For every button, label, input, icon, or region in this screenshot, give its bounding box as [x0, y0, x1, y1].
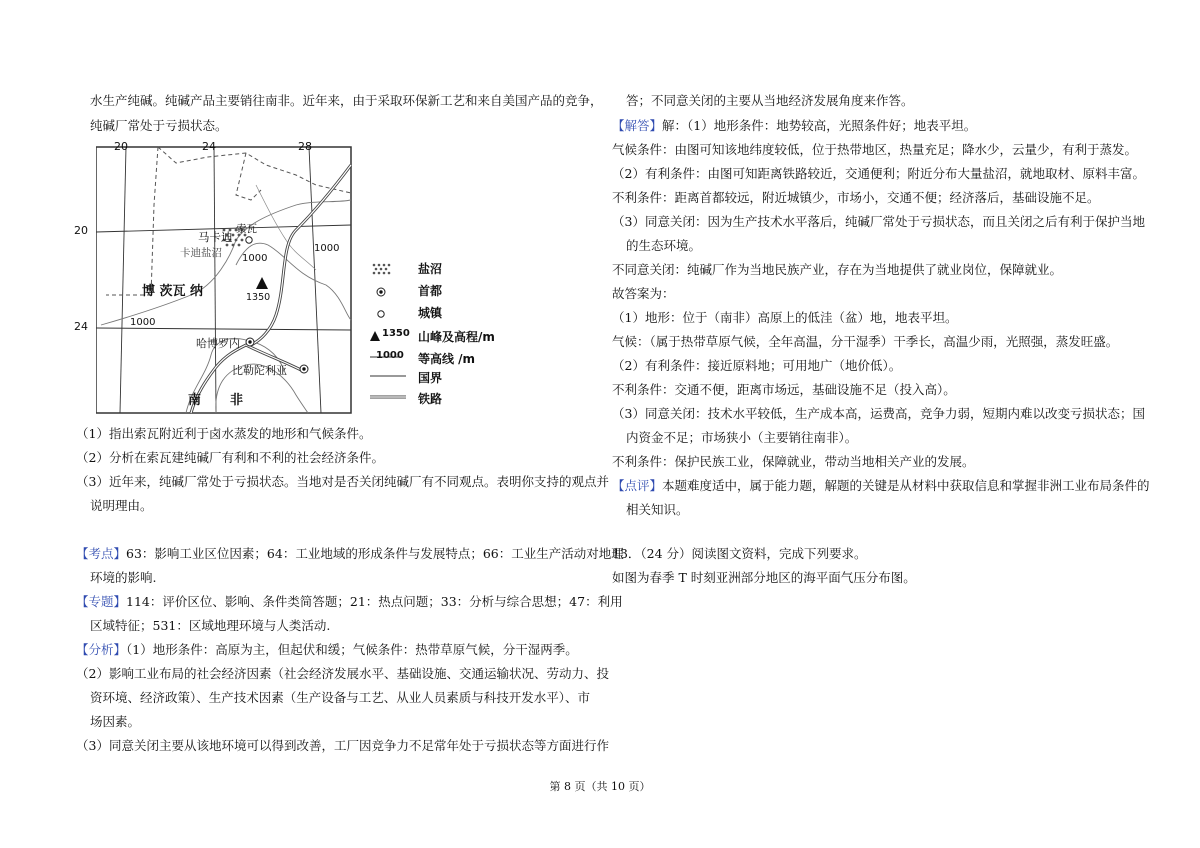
kaodian-tag: 【考点】 — [76, 546, 127, 561]
legend-capital: 首都 — [418, 284, 443, 298]
legend-border: 国界 — [418, 371, 443, 385]
jieda-line-15: 不利条件：保护民族工业，保障就业，带动当地相关产业的发展。 — [612, 454, 975, 469]
peak-label: 1350 — [246, 292, 271, 303]
lat-label-24: 24 — [74, 320, 88, 333]
question-3-line-2: 说明理由。 — [90, 498, 153, 513]
kaodian-line-1 — [76, 546, 624, 562]
fenxi-line-2: （2）影响工业布局的社会经济因素（社会经济发展水平、基础设施、交通运输状况、劳动力、投 — [76, 666, 609, 681]
jieda-line-12: 不利条件：交通不便，距离市场远，基础设施不足（投入高）。 — [612, 382, 956, 397]
dianping-text: 本题难度适中，属于能力题，解题的关键是从材料中获取信息和掌握非洲工业布局条件的 — [662, 478, 1150, 493]
right-cont: 答；不同意关闭的主要从当地经济发展角度来作答。 — [626, 93, 914, 108]
question-2: （2）分析在索瓦建纯碱厂有利和不利的社会经济条件。 — [76, 450, 384, 465]
fenxi-line-3: 资环境、经济政策）、生产技术因素（生产设备与工艺、从业人员素质与科技开发水平）、市 — [90, 690, 591, 705]
botswana-map — [74, 140, 352, 415]
map-legend — [366, 257, 496, 407]
map-svg — [96, 145, 352, 415]
lon-label-24: 24 — [202, 140, 216, 153]
label-gaborone: 哈博罗内 — [196, 337, 240, 350]
fenxi-tag: 【分析】 — [76, 642, 127, 657]
legend-town-icon — [378, 311, 384, 317]
contour-label-2: 1000 — [314, 243, 340, 254]
jieda-line-11: （2）有利条件：接近原料地；可用地广（地价低）。 — [612, 358, 902, 373]
legend-salt-pan-icon — [373, 264, 391, 275]
fenxi-line-5: （3）同意关闭主要从该地环境可以得到改善，工厂因竞争力不足常年处于亏损状态等方面进行作 — [76, 738, 609, 753]
fenxi-line-1 — [76, 642, 578, 658]
legend-salt-pan: 盐沼 — [418, 262, 443, 276]
capital-gaborone-dot — [248, 340, 251, 343]
fenxi-line-4: 场因素。 — [90, 714, 141, 729]
zhuanti-line-2: 区域特征；531：区域地理环境与人类活动. — [90, 618, 331, 633]
dianping-line-1 — [612, 478, 1150, 494]
zhuanti-text: 114：评价区位、影响、条件类简答题；21：热点问题；33：分析与综合思想；47：利用 — [126, 594, 623, 609]
jieda-line-13: （3）同意关闭：技术水平较低，生产成本高，运费高，竞争力弱，短期内难以改变亏损状态；国 — [612, 406, 1145, 421]
jieda-line-2: 气候条件：由图可知该地纬度较低，位于热带地区，热量充足；降水少，云量少，有利于蒸发。 — [612, 142, 1138, 157]
question-13-desc: 如图为春季 T 时刻亚洲部分地区的海平面气压分布图。 — [612, 570, 916, 585]
page-footer: 第 8 页（共 10 页） — [549, 780, 651, 793]
jieda-text: 解：（1）地形条件：地势较高，光照条件好；地表平坦。 — [662, 118, 977, 133]
lon-label-28: 28 — [298, 140, 312, 153]
kaodian-text: 63：影响工业区位因素；64：工业地域的形成条件与发展特点；66：工业生产活动对地理 — [126, 546, 624, 561]
question-13: 13．（24 分）阅读图文资料，完成下列要求。 — [612, 546, 867, 561]
contour-label-3: 1000 — [130, 317, 156, 328]
label-pretoria: 比勒陀利亚 — [232, 364, 287, 377]
kaodian-line-2: 环境的影响. — [90, 570, 157, 585]
question-3-line-1: （3）近年来，纯碱厂常处于亏损状态。当地对是否关闭纯碱厂有不同观点。表明你支持的观点并 — [76, 474, 609, 489]
legend-railway: 铁路 — [418, 392, 443, 406]
jieda-line-9: （1）地形：位于（南非）高原上的低洼（盆）地，地表平坦。 — [612, 310, 958, 325]
jieda-line-7: 不同意关闭：纯碱厂作为当地民族产业，存在为当地提供了就业岗位，保障就业。 — [612, 262, 1063, 277]
fenxi-text: （1）地形条件：高原为主，但起伏和缓；气候条件：热带草原气候，分干湿两季。 — [126, 642, 578, 657]
legend-contour: 等高线 /m — [418, 352, 476, 366]
intro-line-1: 水生产纯碱。纯碱产品主要销往南非。近年来，由于采取环保新工艺和来自美国产品的竞争， — [90, 93, 603, 108]
intro-line-2: 纯碱厂常处于亏损状态。 — [90, 118, 228, 133]
legend-peak-number: 1350 — [382, 328, 410, 339]
label-botswana: 博 茨瓦 纳 — [142, 284, 204, 299]
town-sua-marker — [246, 237, 252, 243]
jieda-line-3: （2）有利条件：由图可知距离铁路较近，交通便利；附近分布大量盐沼，就地取材、原料丰富。 — [612, 166, 1145, 181]
capital-pretoria-dot — [302, 367, 305, 370]
label-makgadikgadi: 马卡迪 — [198, 230, 233, 244]
label-salt-pan: 卡迪盐沼 — [180, 247, 222, 259]
zhuanti-tag: 【专题】 — [76, 594, 127, 609]
jieda-line-4: 不利条件：距离首都较远，附近城镇少，市场小，交通不便；经济落后，基础设施不足。 — [612, 190, 1100, 205]
jieda-line-10: 气候：（属于热带草原气候，全年高温，分干湿季）干季长，高温少雨，光照强，蒸发旺盛。 — [612, 334, 1119, 349]
label-south: 南 — [188, 393, 202, 408]
contour-label-1: 1000 — [242, 253, 268, 264]
dianping-line-2: 相关知识。 — [626, 502, 689, 517]
lon-label-20: 20 — [114, 140, 128, 153]
legend-town: 城镇 — [418, 306, 443, 320]
jieda-line-5: （3）同意关闭：因为生产技术水平落后，纯碱厂常处于亏损状态，而且关闭之后有利于保护当地 — [612, 214, 1145, 229]
legend-peak-icon — [370, 331, 380, 341]
legend-peak: 山峰及高程/m — [418, 330, 495, 344]
jieda-line-14: 内资金不足；市场狭小（主要销往南非）。 — [626, 430, 858, 445]
label-sua: 索瓦 — [236, 223, 257, 235]
label-africa: 非 — [230, 393, 244, 408]
lat-label-20: 20 — [74, 224, 88, 237]
jieda-line-1 — [612, 118, 976, 134]
jieda-line-6: 的生态环境。 — [626, 238, 702, 253]
zhuanti-line-1 — [76, 594, 623, 610]
legend-contour-number: 1000 — [376, 350, 404, 361]
jieda-tag: 【解答】 — [612, 118, 663, 133]
dianping-tag: 【点评】 — [612, 478, 663, 493]
jieda-line-8: 故答案为： — [612, 286, 675, 301]
map-frame — [96, 147, 351, 413]
question-1: （1）指出索瓦附近利于卤水蒸发的地形和气候条件。 — [76, 426, 372, 441]
